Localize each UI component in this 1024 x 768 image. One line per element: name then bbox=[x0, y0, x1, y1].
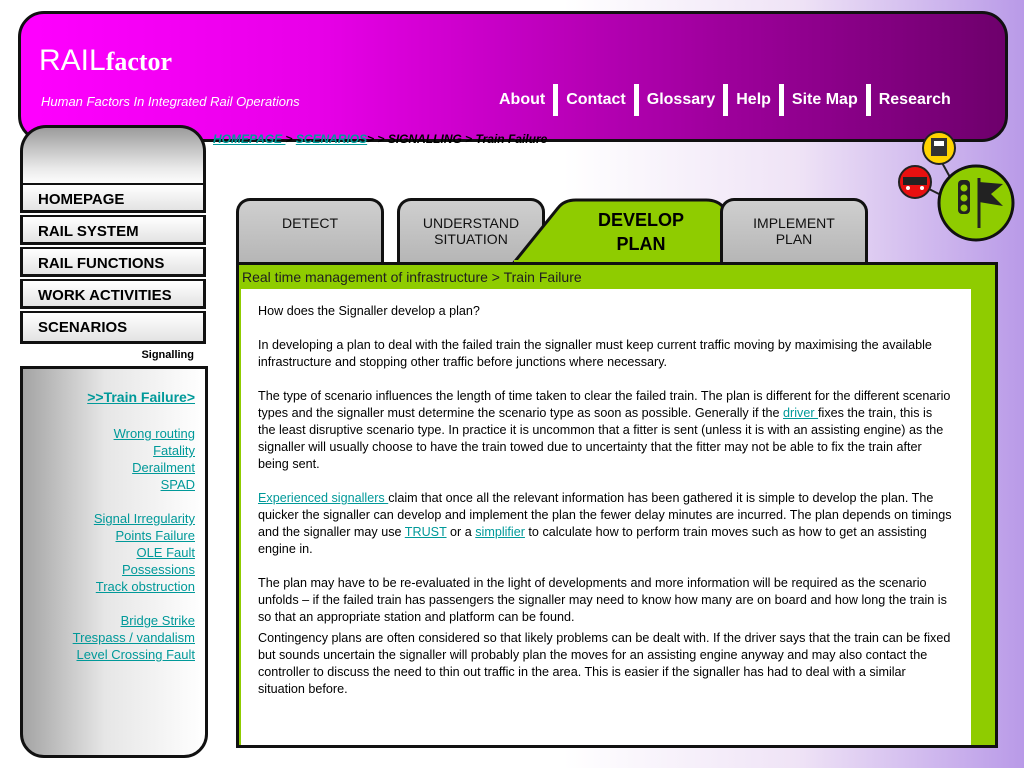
link-group-spacer bbox=[73, 595, 195, 612]
scenario-link[interactable]: Trespass / vandalism bbox=[72, 630, 195, 645]
scenario-link[interactable]: Wrong routing bbox=[113, 426, 195, 441]
signal-box-icon bbox=[923, 132, 955, 164]
scenario-links-panel bbox=[20, 366, 208, 758]
tab-implement-label-line1: IMPLEMENT bbox=[753, 215, 835, 231]
tab-understand-label bbox=[423, 215, 519, 247]
nav-help[interactable]: Help bbox=[736, 91, 771, 108]
tab-understand-label-line1: UNDERSTAND bbox=[422, 215, 520, 231]
tab-implement-plan[interactable] bbox=[720, 198, 868, 264]
sidebar-item-rail-functions[interactable]: RAIL FUNCTIONS bbox=[20, 247, 206, 277]
scenario-link[interactable]: Possessions bbox=[122, 562, 195, 577]
nav-about[interactable]: About bbox=[499, 91, 546, 108]
content-paragraph: In developing a plan to deal with the failed train the signaller must keep current traffic moving by maximising the available infrastructure and stopping other traffic before junctions where necessary. bbox=[258, 338, 932, 369]
scenario-link-list bbox=[73, 389, 195, 663]
content-paragraph: Contingency plans are often considered so that likely problems can be dealt with. If the driver says that the train can be fixed but sounds uncertain the signaller will probably plan the moves for an assisting engine anyway and may also contact the controller to discuss the need to thin out traffic in the area. This is easier if the signaller has had to deal with a similar situation before. bbox=[258, 631, 951, 696]
text-run: or a bbox=[446, 525, 476, 539]
content-question: How does the Signaller develop a plan? bbox=[258, 304, 480, 318]
tab-develop-label-line1: DEVELOP bbox=[597, 210, 685, 230]
content-paragraph: The plan may have to be re-evaluated in the light of developments and more information will be required as the scenario unfolds – if the failed train has passengers the signaller may need to know how many are on board and how long the train is so that an appropriate station and platform can be found. bbox=[258, 576, 947, 624]
scenario-link-current[interactable]: >>Train Failure> bbox=[87, 389, 195, 405]
breadcrumb bbox=[213, 132, 547, 146]
nav-research[interactable]: Research bbox=[878, 91, 951, 108]
site-header bbox=[18, 11, 1008, 142]
top-nav bbox=[491, 84, 959, 116]
scenario-link[interactable]: Points Failure bbox=[115, 528, 195, 543]
tab-implement-label-line2: PLAN bbox=[775, 231, 813, 247]
tab-detect[interactable] bbox=[236, 198, 384, 264]
driver-link[interactable]: driver bbox=[783, 406, 819, 420]
breadcrumb-trail: > > SIGNALLING > Train Failure bbox=[367, 132, 548, 146]
breadcrumb-scenarios-link[interactable]: SCENARIOS bbox=[295, 132, 368, 146]
scenario-link[interactable]: Derailment bbox=[132, 460, 195, 475]
sidebar-item-homepage[interactable]: HOMEPAGE bbox=[20, 183, 206, 213]
nav-contact[interactable]: Contact bbox=[566, 91, 626, 108]
nav-glossary[interactable]: Glossary bbox=[646, 91, 716, 108]
scenario-link[interactable]: Signal Irregularity bbox=[93, 511, 195, 526]
scenario-link[interactable]: Fatality bbox=[153, 443, 195, 458]
nav-site-map[interactable]: Site Map bbox=[791, 91, 858, 108]
link-group-spacer bbox=[73, 493, 195, 510]
tab-develop-label-line2: PLAN bbox=[616, 234, 666, 254]
train-icon bbox=[899, 166, 931, 198]
tab-understand-label-line2: SITUATION bbox=[434, 231, 508, 247]
signal-graphic bbox=[895, 128, 1020, 246]
content-paragraph bbox=[258, 388, 953, 473]
simplifier-link[interactable]: simplifier bbox=[475, 525, 525, 539]
site-tagline: Human Factors In Integrated Rail Operations bbox=[41, 94, 300, 109]
site-logo[interactable] bbox=[39, 44, 172, 78]
sidebar-item-work-activities[interactable]: WORK ACTIVITIES bbox=[20, 279, 206, 309]
sidebar-subitem-signalling[interactable]: Signalling bbox=[141, 349, 194, 361]
tab-detect-label: DETECT bbox=[282, 215, 338, 231]
breadcrumb-separator: > bbox=[285, 132, 296, 146]
scenario-link[interactable]: Track obstruction bbox=[95, 579, 195, 594]
scenario-link[interactable]: SPAD bbox=[160, 477, 195, 492]
trust-link[interactable]: TRUST bbox=[404, 525, 447, 539]
signal-post-icon bbox=[939, 166, 1013, 240]
content-heading: Real time management of infrastructure > Train Failure bbox=[242, 269, 582, 285]
breadcrumb-home-link[interactable]: HOMEPAGE bbox=[213, 132, 286, 146]
tab-implement-label bbox=[753, 215, 835, 247]
logo-rail: RAIL bbox=[39, 44, 106, 77]
sidebar-item-scenarios[interactable]: SCENARIOS bbox=[20, 311, 206, 344]
text-run: The type of scenario influences the length of time taken to clear the failed train. The plan is different for the different scenario types and the signaller must determine the scenario type as soon as possible. Generally if the bbox=[258, 389, 951, 420]
content-panel bbox=[236, 262, 998, 748]
sidebar-item-rail-system[interactable]: RAIL SYSTEM bbox=[20, 215, 206, 245]
sidebar-top-cap bbox=[20, 125, 206, 185]
content-body bbox=[241, 289, 971, 745]
scenario-link[interactable]: OLE Fault bbox=[136, 545, 195, 560]
text-run: fixes the train, this is the least disruptive scenario type. In practice it is uncommon that a fitter is sent (unless it is with an assisting engine) as the signaller will usually choose to have the train towed due to uncertainty that the fitter may not be able to fix the train after being sent. bbox=[258, 406, 944, 471]
text-run: claim that once all the relevant information has been gathered it is simple to develop the plan. The quicker the signaller can develop and implement the plan the fewer delay minutes are incurred. The plan depends on timings and the signaller may use bbox=[258, 491, 952, 539]
logo-factor: factor bbox=[105, 47, 173, 76]
text-run: to calculate how to perform train moves such as how to get an assisting engine in. bbox=[258, 525, 927, 556]
scenario-link[interactable]: Level Crossing Fault bbox=[76, 647, 195, 662]
content-paragraph bbox=[258, 490, 953, 558]
scenario-link[interactable]: Bridge Strike bbox=[120, 613, 195, 628]
experienced-signallers-link[interactable]: Experienced signallers bbox=[258, 491, 389, 505]
